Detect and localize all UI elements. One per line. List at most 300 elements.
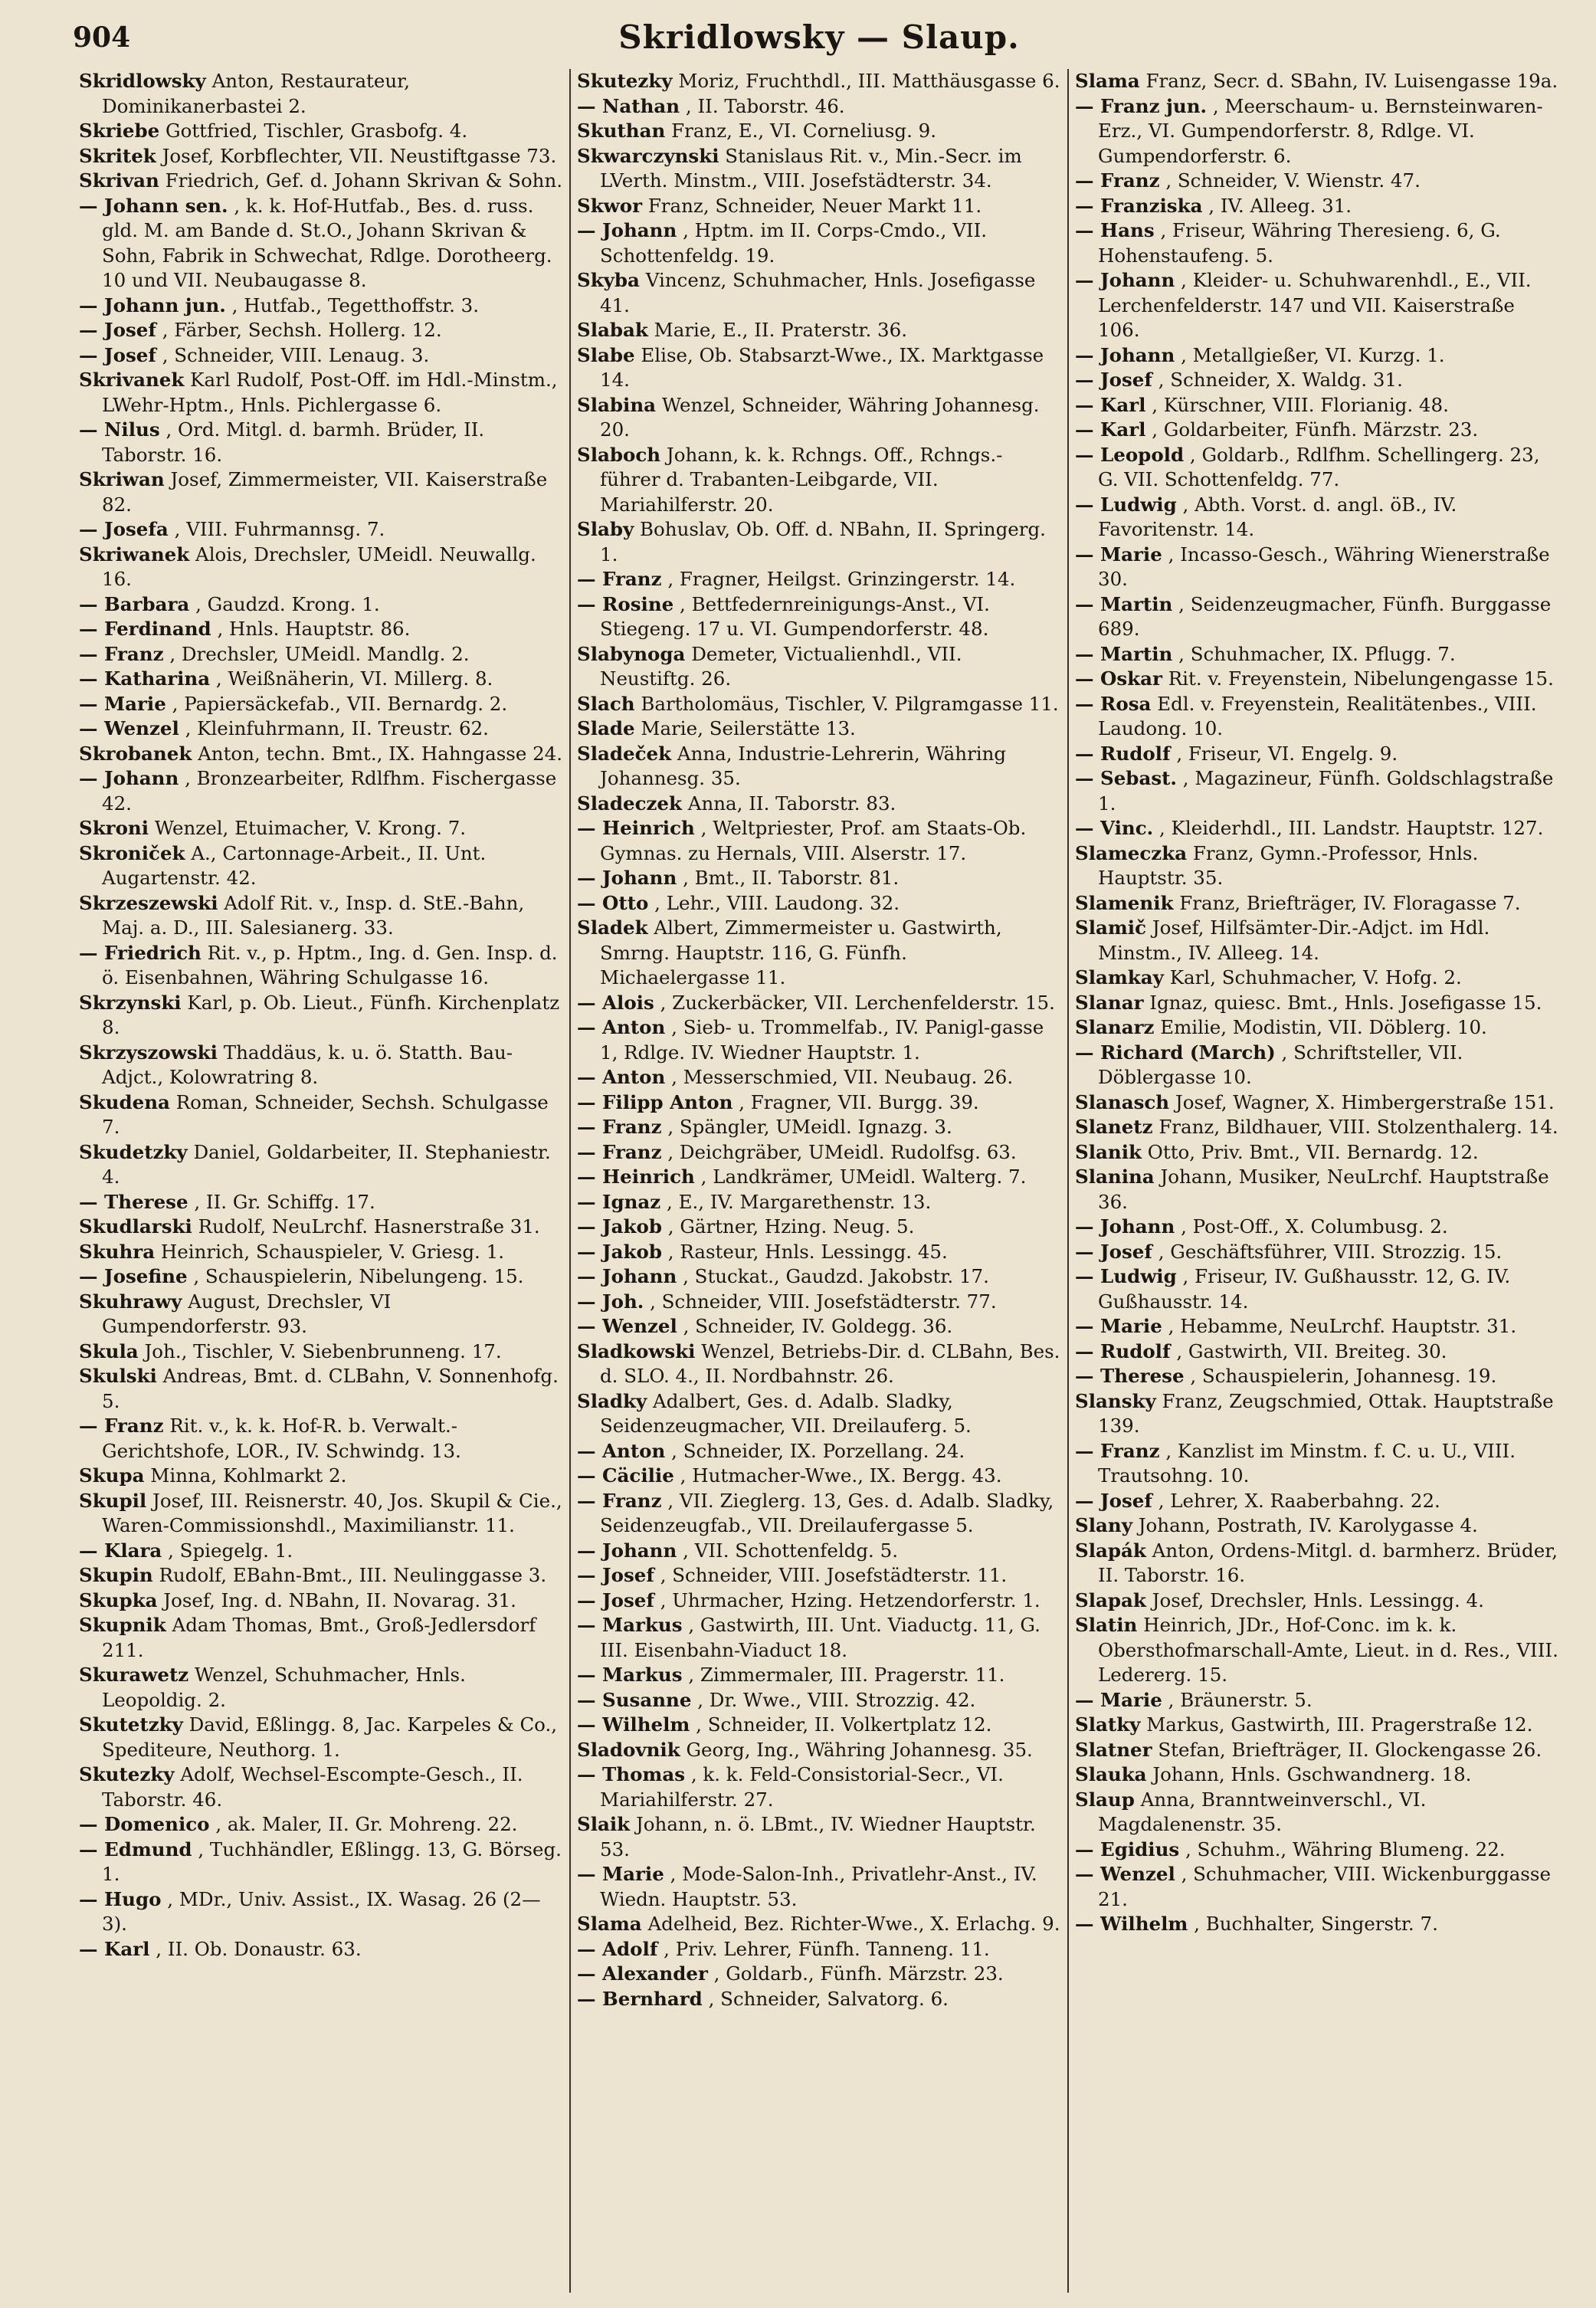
entry-text: Anna, Industrie-Lehrerin, Währing Johannesg. 35.	[600, 742, 1007, 789]
entry-text: , VII. Schottenfeldg. 5.	[683, 1539, 899, 1562]
entry-text: , Goldarbeiter, Fünfh. Märzstr. 23.	[1152, 418, 1479, 441]
directory-entry	[79, 1563, 563, 1588]
directory-entry	[577, 1937, 1061, 1962]
entry-text: , VIII. Fuhrmannsg. 7.	[174, 518, 385, 540]
entry-name: Slanasch	[1075, 1090, 1170, 1113]
entry-name: Slaboch	[577, 443, 661, 466]
directory-entry	[1075, 1115, 1559, 1140]
entry-text: , Hutmacher-Wwe., IX. Bergg. 43.	[680, 1464, 1002, 1487]
entry-name: Skudetzky	[79, 1140, 188, 1163]
entry-text: Johann, Musiker, NeuLrchf. Hauptstraße 36.	[1098, 1165, 1549, 1213]
entry-name: — Adolf	[577, 1937, 658, 1960]
directory-entry	[577, 1588, 1061, 1614]
entry-text: Rudolf, EBahn-Bmt., III. Neulinggasse 3.	[159, 1564, 547, 1586]
entry-text: , Landkrämer, UMeidl. Walterg. 7.	[700, 1165, 1027, 1188]
entry-name: — Nilus	[79, 418, 160, 441]
directory-entry	[1075, 667, 1559, 692]
directory-entry	[1075, 742, 1559, 767]
entry-text: Adolf Rit. v., Insp. d. StE.-Bahn, Maj. a. D., III. Salesianerg. 33.	[102, 891, 525, 939]
entry-text: Gottfried, Tischler, Grasbofg. 4.	[165, 120, 468, 142]
entry-text: Franz, Briefträger, IV. Floragasse 7.	[1179, 891, 1521, 914]
entry-text: , Stuckat., Gaudzd. Jakobstr. 17.	[683, 1265, 989, 1287]
entry-text: , II. Gr. Schiffg. 17.	[194, 1190, 375, 1213]
directory-entry	[1075, 1688, 1559, 1713]
directory-entry	[577, 1713, 1061, 1738]
entry-name: — Johann	[1075, 269, 1175, 291]
entry-text: August, Drechsler, VI Gumpendorferstr. 93.	[102, 1290, 392, 1337]
directory-entry	[79, 194, 563, 293]
entry-text: , Dr. Wwe., VIII. Strozzig. 42.	[697, 1688, 976, 1711]
entry-name: — Markus	[577, 1664, 683, 1686]
entry-text: Demeter, Victualienhdl., VII. Neustiftg. 26.	[600, 642, 962, 690]
entry-name: — Domenico	[79, 1813, 210, 1835]
directory-entry	[577, 1663, 1061, 1688]
entry-name: Skupil	[79, 1489, 147, 1512]
directory-entry	[79, 1838, 563, 1887]
entry-text: , k. k. Hof-Hutfab., Bes. d. russ. gld. M. am Bande d. St.O., Johann Skrivan & Sohn, Fabrik in Schwechat, Rdlge. Dorotheerg. 10 und VII. Neubaugasse 8.	[102, 194, 552, 291]
directory-entry	[79, 1240, 563, 1265]
entry-name: Slansky	[1075, 1389, 1156, 1412]
entry-name: — Johann jun.	[79, 293, 226, 316]
entry-text: , VII. Zieglerg. 13, Ges. d. Adalb. Sladky, Seidenzeugfab., VII. Dreilaufergasse 5.	[600, 1489, 1054, 1536]
entry-name: — Richard (March)	[1075, 1041, 1276, 1064]
entry-text: , Fragner, VII. Burgg. 39.	[739, 1090, 979, 1113]
entry-name: — Therese	[79, 1190, 188, 1213]
directory-entry	[577, 443, 1061, 518]
entry-name: Skutezky	[577, 70, 673, 92]
entry-text: Alois, Drechsler, UMeidl. Neuwallg. 16.	[102, 543, 536, 590]
directory-entry	[577, 343, 1061, 393]
entry-text: , Friseur, VI. Engelg. 9.	[1176, 742, 1398, 765]
entry-text: , Kleiderhdl., III. Landstr. Hauptstr. 127.	[1158, 817, 1544, 839]
entry-text: , II. Ob. Donaustr. 63.	[156, 1937, 362, 1960]
directory-entry	[577, 318, 1061, 343]
directory-entry	[79, 543, 563, 592]
directory-entry	[1075, 1090, 1559, 1116]
entry-text: , Gastwirth, III. Unt. Viaductg. 11, G. III. Eisenbahn-Viaduct 18.	[600, 1614, 1041, 1661]
entry-text: Daniel, Goldarbeiter, II. Stephaniestr. 4.	[102, 1140, 551, 1188]
entry-name: Skrzyszowski	[79, 1041, 218, 1064]
directory-entry	[577, 642, 1061, 692]
entry-name: — Marie	[1075, 1688, 1162, 1711]
directory-entry	[79, 1339, 563, 1365]
entry-name: Sladky	[577, 1389, 647, 1412]
entry-text: , Hptm. im II. Corps-Cmdo., VII. Schottenfeldg. 19.	[600, 219, 988, 267]
entry-text: Thaddäus, k. u. ö. Statth. Bau-Adjct., Kolowratring 8.	[102, 1041, 513, 1088]
directory-entry	[577, 692, 1061, 717]
entry-name: — Susanne	[577, 1688, 692, 1711]
entry-text: , Schriftsteller, VII. Döblergasse 10.	[1098, 1041, 1463, 1088]
directory-entry	[577, 1314, 1061, 1339]
entry-name: — Therese	[1075, 1365, 1185, 1387]
entry-name: — Bernhard	[577, 1987, 703, 2010]
entry-name: Slanik	[1075, 1140, 1142, 1163]
entry-text: Edl. v. Freyenstein, Realitätenbes., VIII. Laudong. 10.	[1098, 692, 1537, 739]
entry-text: , Goldarb., Fünfh. Märzstr. 23.	[713, 1962, 1004, 1985]
directory-entry	[1075, 443, 1559, 493]
entry-text: Bohuslav, Ob. Off. d. NBahn, II. Springerg. 1.	[600, 518, 1046, 566]
entry-text: , Schauspielerin, Johannesg. 19.	[1190, 1365, 1497, 1387]
entry-text: , k. k. Feld-Consistorial-Secr., VI. Mariahilferstr. 27.	[600, 1763, 1004, 1811]
directory-entry	[79, 1090, 563, 1140]
directory-entry	[577, 1165, 1061, 1190]
entry-name: Skrzynski	[79, 991, 182, 1014]
entry-name: Slatner	[1075, 1738, 1152, 1761]
entry-name: — Ludwig	[1075, 493, 1177, 516]
entry-text: Wenzel, Betriebs-Dir. d. CLBahn, Bes. d. SLO. 4., II. Nordbahnstr. 26.	[600, 1339, 1060, 1387]
directory-entry	[577, 1912, 1061, 1937]
directory-entry	[79, 69, 563, 119]
directory-entry	[577, 891, 1061, 916]
entry-name: — Hans	[1075, 219, 1155, 241]
directory-entry	[79, 1613, 563, 1663]
entry-text: , Geschäftsführer, VIII. Strozzig. 15.	[1158, 1240, 1503, 1263]
entry-name: — Josef	[577, 1564, 654, 1586]
entry-name: — Jakob	[577, 1215, 662, 1238]
entry-text: Anton, Restaurateur, Dominikanerbastei 2.	[102, 70, 410, 117]
directory-entry	[577, 1290, 1061, 1315]
directory-entry	[79, 467, 563, 517]
entry-text: , Gaudzd. Krong. 1.	[195, 592, 380, 615]
entry-name: Skulski	[79, 1365, 157, 1387]
directory-entry	[1075, 891, 1559, 916]
entry-text: Josef, Hilfsämter-Dir.-Adjct. im Hdl. Minstm., IV. Alleeg. 14.	[1098, 916, 1490, 964]
directory-entry	[1075, 1314, 1559, 1339]
entry-name: — Oskar	[1075, 667, 1162, 690]
entry-name: Slanarz	[1075, 1016, 1155, 1038]
directory-entry	[577, 1140, 1061, 1165]
entry-name: — Franz	[79, 1415, 164, 1437]
directory-entry	[577, 218, 1061, 268]
directory-entry	[577, 1215, 1061, 1240]
directory-entry	[1075, 169, 1559, 194]
directory-entry	[79, 119, 563, 144]
directory-entry	[577, 916, 1061, 991]
entry-text: , Schuhmacher, IX. Pflugg. 7.	[1178, 642, 1456, 665]
directory-entry	[577, 991, 1061, 1016]
entry-name: — Johann	[1075, 343, 1175, 366]
directory-entry	[1075, 1264, 1559, 1314]
entry-name: — Johann sen.	[79, 194, 228, 217]
directory-entry	[1075, 1389, 1559, 1439]
directory-entry	[1075, 1140, 1559, 1165]
entry-name: Slabynoga	[577, 642, 686, 665]
entry-text: Markus, Gastwirth, III. Pragerstraße 12.	[1146, 1713, 1533, 1736]
entry-text: , Papiersäckefab., VII. Bernardg. 2.	[172, 692, 508, 715]
directory-entry	[1075, 1738, 1559, 1763]
entry-text: Moriz, Fruchthdl., III. Matthäusgasse 6.	[678, 70, 1060, 92]
directory-entry	[1075, 991, 1559, 1016]
directory-entry	[79, 1215, 563, 1240]
entry-text: Vincenz, Schuhmacher, Hnls. Josefigasse 41.	[600, 269, 1036, 316]
entry-text: Minna, Kohlmarkt 2.	[150, 1464, 347, 1487]
entry-text: , Schneider, IV. Goldegg. 36.	[683, 1315, 953, 1337]
entry-name: Slapák	[1075, 1539, 1146, 1562]
entry-text: , Schneider, V. Wienstr. 47.	[1165, 169, 1421, 192]
entry-name: — Egidius	[1075, 1838, 1180, 1860]
directory-entry	[577, 816, 1061, 866]
column-3	[1067, 69, 1565, 2293]
entry-name: — Johann	[577, 219, 677, 241]
entry-text: Albert, Zimmermeister u. Gastwirth, Smrng. Hauptstr. 116, G. Fünfh. Michaelergasse 11.	[600, 916, 1002, 988]
entry-name: — Otto	[577, 891, 649, 914]
entry-text: , Friseur, IV. Gußhausstr. 12, G. IV. Gußhausstr. 14.	[1098, 1265, 1511, 1313]
entry-name: — Anton	[577, 1066, 666, 1088]
entry-text: , Spängler, UMeidl. Ignazg. 3.	[667, 1116, 952, 1138]
entry-text: , Incasso-Gesch., Währing Wienerstraße 30.	[1098, 543, 1550, 590]
entry-name: Skriebe	[79, 120, 160, 142]
directory-entry	[1075, 493, 1559, 543]
directory-entry	[79, 343, 563, 369]
entry-name: Skurawetz	[79, 1664, 189, 1686]
entry-text: Elise, Ob. Stabsarzt-Wwe., IX. Marktgasse 14.	[600, 343, 1044, 391]
entry-name: Skroniček	[79, 841, 185, 864]
entry-name: — Karl	[79, 1937, 150, 1960]
entry-text: Rit. v., p. Hptm., Ing. d. Gen. Insp. d. ö. Eisenbahnen, Währing Schulgasse 16.	[102, 941, 558, 988]
entry-name: — Joh.	[577, 1290, 644, 1313]
entry-text: Johann, Hnls. Gschwandnerg. 18.	[1152, 1763, 1472, 1785]
entry-text: , Gastwirth, VII. Breiteg. 30.	[1176, 1339, 1447, 1362]
entry-text: , Hebamme, NeuLrchf. Hauptstr. 31.	[1168, 1315, 1517, 1337]
entry-text: , Post-Off., X. Columbusg. 2.	[1181, 1215, 1448, 1238]
entry-text: Adam Thomas, Bmt., Groß-Jedlersdorf 211.	[102, 1614, 536, 1661]
entry-text: Josef, Zimmermeister, VII. Kaiserstraße 82.	[102, 468, 548, 516]
entry-name: Slamič	[1075, 916, 1147, 939]
directory-entry	[577, 69, 1061, 94]
directory-entry	[577, 1962, 1061, 1987]
entry-text: , Fragner, Heilgst. Grinzingerstr. 14.	[667, 568, 1016, 590]
entry-text: , Abth. Vorst. d. angl. öB., IV. Favoritenstr. 14.	[1098, 493, 1457, 540]
entry-text: Karl Rudolf, Post-Off. im Hdl.-Minstm., LWehr-Hptm., Hnls. Pichlergasse 6.	[102, 369, 558, 416]
directory-entry	[577, 792, 1061, 817]
directory-entry	[79, 1190, 563, 1215]
entry-text: , IV. Alleeg. 31.	[1208, 194, 1352, 217]
entry-name: Skupa	[79, 1464, 145, 1487]
directory-entry	[79, 742, 563, 767]
directory-entry	[79, 1762, 563, 1812]
directory-entry	[79, 766, 563, 816]
entry-text: Wenzel, Etuimacher, V. Krong. 7.	[154, 817, 467, 839]
entry-name: Skrivanek	[79, 369, 185, 391]
entry-text: , Bettfedernreinigungs-Anst., VI. Stiegeng. 17 u. VI. Gumpendorferstr. 48.	[600, 592, 990, 640]
entry-name: — Johann	[79, 767, 179, 789]
entry-name: — Josef	[1075, 1240, 1152, 1263]
directory-entry	[577, 1489, 1061, 1539]
entry-name: Slatky	[1075, 1713, 1141, 1736]
directory-entry	[1075, 1613, 1559, 1688]
directory-entry	[577, 94, 1061, 120]
entry-name: — Anton	[577, 1439, 666, 1462]
directory-entry	[1075, 1439, 1559, 1489]
directory-entry	[79, 1937, 563, 1962]
entry-text: Josef, Drechsler, Hnls. Lessingg. 4.	[1152, 1588, 1484, 1611]
directory-entry	[577, 1688, 1061, 1713]
entry-name: Skutezky	[79, 1763, 175, 1785]
entry-text: , Kleider- u. Schuhwarenhdl., E., VII. Lerchenfelderstr. 147 und VII. Kaiserstraße 106.	[1098, 269, 1532, 341]
entry-text: Franz, Gymn.-Professor, Hnls. Hauptstr. 35.	[1098, 841, 1479, 889]
directory-entry	[1075, 642, 1559, 667]
entry-name: — Leopold	[1075, 443, 1185, 466]
entry-name: — Johann	[1075, 1215, 1175, 1238]
directory-entry	[1075, 343, 1559, 369]
entry-name: Skuhrawy	[79, 1290, 182, 1313]
entry-text: Franz, Bildhauer, VIII. Stolzenthalerg. 14.	[1158, 1116, 1558, 1138]
entry-text: Adolf, Wechsel-Escompte-Gesch., II. Taborstr. 46.	[102, 1763, 523, 1811]
entry-name: — Franziska	[1075, 194, 1203, 217]
entry-name: Skula	[79, 1339, 139, 1362]
directory-entry	[577, 1090, 1061, 1116]
entry-name: Slatin	[1075, 1614, 1138, 1636]
entry-text: , Schuhm., Währing Blumeng. 22.	[1185, 1838, 1506, 1860]
entry-name: Slanina	[1075, 1165, 1155, 1188]
entry-name: — Wenzel	[1075, 1863, 1175, 1885]
entry-text: , Schneider, VIII. Josefstädterstr. 77.	[650, 1290, 997, 1313]
directory-entry	[79, 941, 563, 991]
entry-text: , Weltpriester, Prof. am Staats-Ob. Gymnas. zu Hernals, VIII. Alserstr. 17.	[600, 817, 1027, 864]
directory-entry	[79, 1663, 563, 1713]
entry-name: Skupin	[79, 1564, 153, 1586]
entry-text: Stefan, Briefträger, II. Glockengasse 26.	[1158, 1738, 1542, 1761]
directory-entry	[79, 169, 563, 194]
directory-entry	[79, 1364, 563, 1414]
entry-name: — Marie	[577, 1863, 664, 1885]
directory-entry	[1075, 1912, 1559, 1937]
entry-text: Otto, Priv. Bmt., VII. Bernardg. 12.	[1147, 1140, 1479, 1163]
directory-entry	[577, 1862, 1061, 1912]
directory-entry	[577, 1464, 1061, 1489]
entry-name: — Sebast.	[1075, 767, 1177, 789]
entry-text: Roman, Schneider, Sechsh. Schulgasse 7.	[102, 1090, 549, 1138]
entry-name: Sladeček	[577, 742, 672, 765]
directory-entry	[1075, 393, 1559, 418]
directory-entry	[1075, 1015, 1559, 1041]
entry-name: — Heinrich	[577, 1165, 695, 1188]
entry-name: — Josef	[79, 343, 156, 366]
entry-text: Wenzel, Schuhmacher, Hnls. Leopoldig. 2.	[102, 1664, 466, 1711]
entry-text: Franz, Secr. d. SBahn, IV. Luisengasse 19a.	[1145, 70, 1558, 92]
entry-name: — Johann	[577, 1265, 677, 1287]
directory-entry	[1075, 194, 1559, 219]
entry-name: Skrobanek	[79, 742, 192, 765]
entry-text: , Schneider, VIII. Josefstädterstr. 11.	[660, 1564, 1008, 1586]
entry-name: — Hugo	[79, 1887, 162, 1910]
entry-name: — Martin	[1075, 592, 1173, 615]
page-number: 904	[73, 21, 131, 54]
entry-text: Karl, p. Ob. Lieut., Fünfh. Kirchenplatz 8.	[102, 991, 560, 1038]
entry-text: , Lehr., VIII. Laudong. 32.	[654, 891, 900, 914]
entry-name: — Josef	[79, 319, 156, 341]
directory-entry	[577, 1190, 1061, 1215]
entry-text: , Bmt., II. Taborstr. 81.	[683, 867, 900, 889]
directory-entry	[577, 1613, 1061, 1663]
entry-name: — Wilhelm	[1075, 1913, 1188, 1935]
entry-text: Bartholomäus, Tischler, V. Pilgramgasse 11.	[641, 692, 1059, 715]
directory-entry	[79, 716, 563, 742]
directory-entry	[79, 991, 563, 1041]
entry-name: Slama	[577, 1913, 642, 1935]
entry-name: Slach	[577, 692, 635, 715]
directory-entry	[79, 1464, 563, 1489]
entry-name: Skuthan	[577, 120, 666, 142]
entry-name: Slameczka	[1075, 841, 1188, 864]
directory-entry	[577, 1762, 1061, 1812]
entry-name: — Anton	[577, 1016, 666, 1038]
directory-entry	[79, 144, 563, 169]
directory-entry	[577, 1738, 1061, 1763]
entry-name: Skrivan	[79, 169, 159, 192]
entry-name: — Edmund	[79, 1838, 192, 1860]
directory-entry	[577, 567, 1061, 592]
entry-name: Slabak	[577, 319, 648, 341]
entry-name: Slamenik	[1075, 891, 1174, 914]
entry-name: — Marie	[1075, 1315, 1162, 1337]
entry-name: — Rudolf	[1075, 742, 1171, 765]
entry-text: Heinrich, Schauspieler, V. Griesg. 1.	[160, 1240, 504, 1263]
directory-entry	[1075, 1215, 1559, 1240]
directory-entry	[1075, 218, 1559, 268]
entry-name: — Friedrich	[79, 941, 202, 964]
directory-entry	[577, 742, 1061, 792]
entry-name: Slaup	[1075, 1788, 1135, 1811]
entry-name: — Rosine	[577, 592, 674, 615]
directory-entry	[79, 1539, 563, 1564]
entry-text: Johann, k. k. Rchngs. Off., Rchngs.-führer d. Trabanten-Leibgarde, VII. Mariahilferstr. 20.	[600, 443, 1003, 516]
directory-entry	[79, 368, 563, 418]
directory-entry	[1075, 592, 1559, 642]
entry-text: , ak. Maler, II. Gr. Mohreng. 22.	[215, 1813, 518, 1835]
entry-text: Anna, Branntweinverschl., VI. Magdalenenstr. 35.	[1098, 1788, 1427, 1835]
entry-name: Skuhra	[79, 1240, 156, 1263]
entry-text: David, Eßlingg. 8, Jac. Karpeles & Co., Spediteure, Neuthorg. 1.	[102, 1713, 558, 1761]
entry-name: Slama	[1075, 70, 1140, 92]
entry-text: , Sieb- u. Trommelfab., IV. Panigl-gasse 1, Rdlge. IV. Wiedner Hauptstr. 1.	[600, 1016, 1044, 1064]
entry-name: Sladek	[577, 916, 648, 939]
entry-name: — Franz	[577, 1140, 662, 1163]
entry-text: Heinrich, JDr., Hof-Conc. im k. k. Obersthofmarschall-Amte, Lieut. in d. Res., VIII. Ledererg. 15.	[1098, 1614, 1558, 1686]
directory-entry	[79, 667, 563, 692]
entry-name: Slabina	[577, 393, 657, 416]
entry-text: , Kanzlist im Minstm. f. C. u. U., VIII. Trautsohng. 10.	[1098, 1439, 1516, 1487]
entry-text: , E., IV. Margarethenstr. 13.	[667, 1190, 932, 1213]
entry-text: , MDr., Univ. Assist., IX. Wasag. 26 (2—3).	[102, 1887, 541, 1935]
entry-text: , Ord. Mitgl. d. barmh. Brüder, II. Taborstr. 16.	[102, 418, 485, 466]
directory-entry	[79, 816, 563, 841]
entry-text: Adalbert, Ges. d. Adalb. Sladky, Seidenzeugmacher, VII. Dreilauferg. 5.	[600, 1389, 972, 1437]
entry-name: — Franz	[577, 1116, 662, 1138]
entry-text: , Weißnäherin, VI. Millerg. 8.	[215, 667, 493, 690]
directory-entry	[79, 1140, 563, 1190]
directory-entry	[1075, 1762, 1559, 1788]
entry-name: — Ignaz	[577, 1190, 661, 1213]
entry-name: — Josef	[1075, 369, 1152, 391]
entry-text: , Meerschaum- u. Bernsteinwaren-Erz., VI. Gumpendorferstr. 8, Rdlge. VI. Gumpendorferstr. 6.	[1098, 94, 1543, 167]
entry-text: Rit. v., k. k. Hof-R. b. Verwalt.-Gerichtshofe, LOR., IV. Schwindg. 13.	[102, 1415, 461, 1462]
entry-name: — Heinrich	[577, 817, 695, 839]
directory-entry	[577, 1563, 1061, 1588]
entry-name: — Josefa	[79, 518, 169, 540]
directory-entry	[79, 617, 563, 642]
columns	[73, 69, 1565, 2293]
entry-name: Skroni	[79, 817, 149, 839]
directory-entry	[577, 1389, 1061, 1439]
entry-text: , Zimmermaler, III. Pragerstr. 11.	[688, 1664, 1005, 1686]
entry-text: , Schneider, II. Volkertplatz 12.	[696, 1713, 992, 1736]
directory-entry	[577, 1240, 1061, 1265]
directory-entry	[577, 268, 1061, 318]
entry-text: , Magazineur, Fünfh. Goldschlagstraße 1.	[1098, 767, 1554, 815]
directory-entry	[79, 1713, 563, 1762]
entry-text: , Gärtner, Hzing. Neug. 5.	[667, 1215, 915, 1238]
